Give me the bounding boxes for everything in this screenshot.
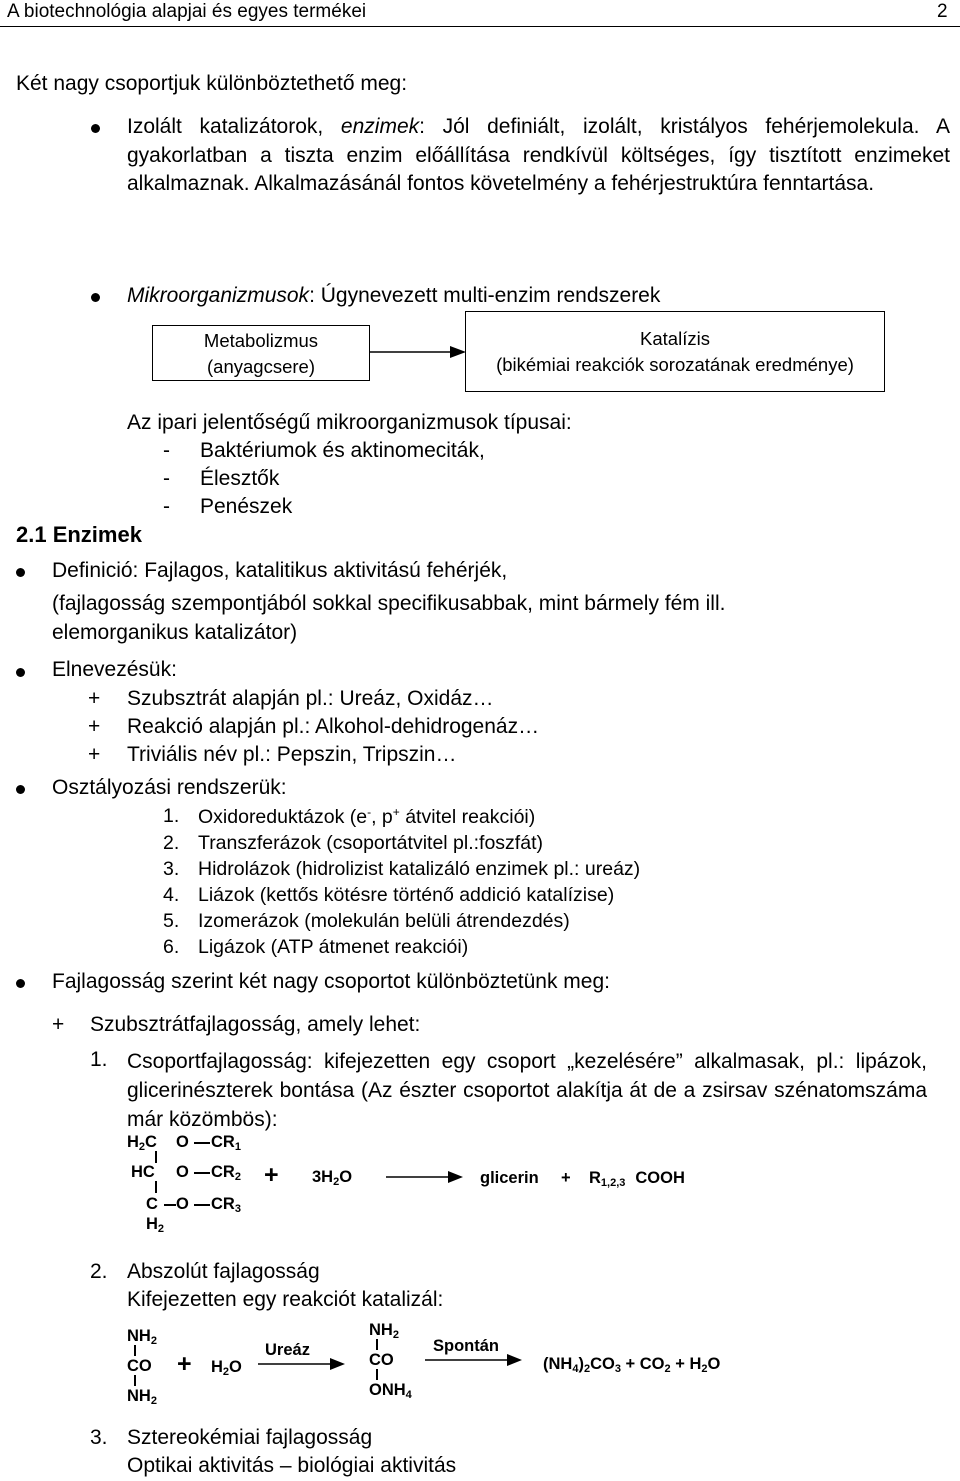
class-item: Transzferázok (csoportátvitel pl.:foszfát) bbox=[198, 832, 543, 854]
class-num: 3. bbox=[163, 858, 180, 880]
chem-o: O bbox=[176, 1163, 189, 1181]
chem-water: $3H_2O$ bbox=[312, 1168, 353, 1188]
term-mikroorganizmusok: Mikroorganizmusok bbox=[127, 284, 310, 307]
bond-line bbox=[155, 1181, 157, 1193]
chem-cr: $CR_2$ bbox=[211, 1163, 241, 1183]
chem-o: O bbox=[176, 1195, 189, 1213]
dash-marker: - bbox=[163, 495, 170, 518]
class-num: 4. bbox=[163, 884, 180, 906]
bullet-marker bbox=[16, 668, 25, 677]
chem-o: O bbox=[176, 1133, 189, 1151]
bond-line bbox=[194, 1142, 210, 1144]
class-num: 2. bbox=[163, 832, 180, 854]
specificity-heading: Fajlagosság szerint két nagy csoportot különböztetünk meg: bbox=[52, 970, 610, 993]
definition-line: elemorganikus katalizátor) bbox=[52, 621, 298, 644]
class-item: Hidrolázok (hidrolizist katalizáló enzimek pl.: ureáz) bbox=[198, 858, 641, 880]
group-num: 1. bbox=[90, 1048, 108, 1071]
chem-carbamate: $ONH_4$ bbox=[369, 1381, 412, 1401]
page-number: 2 bbox=[937, 1, 948, 22]
stereo-num: 3. bbox=[90, 1426, 108, 1449]
chem-acid: $R_{1,2,3}$ COOH bbox=[589, 1169, 685, 1189]
naming-item: Triviális név pl.: Pepszin, Tripszin… bbox=[127, 743, 457, 766]
bond-line bbox=[376, 1339, 378, 1350]
class-num: 1. bbox=[163, 805, 180, 827]
enzyme-label: Ureáz bbox=[265, 1341, 310, 1359]
plus-marker: + bbox=[88, 715, 101, 738]
chem-row: $H_2$ bbox=[146, 1215, 165, 1235]
bond-line bbox=[376, 1369, 378, 1380]
definition-line: Definició: Fajlagos, katalitikus aktivitású fehérjék, bbox=[52, 559, 508, 582]
arrow-icon bbox=[425, 1353, 523, 1367]
chem-glicerin: glicerin bbox=[480, 1169, 539, 1187]
absolute-title: Abszolút fajlagosság bbox=[127, 1260, 320, 1283]
chem-carbamate: CO bbox=[369, 1351, 394, 1369]
bond-line bbox=[134, 1375, 136, 1386]
bond-line bbox=[155, 1151, 157, 1163]
stereo-text: Optikai aktivitás – biológiai aktivitás bbox=[127, 1454, 457, 1477]
chem-row: $H_2C$ bbox=[127, 1133, 157, 1153]
class-item: Oxidoreduktázok (e-, p+ átvitel reakciói) bbox=[198, 805, 536, 828]
plus-sign: + bbox=[264, 1161, 279, 1189]
types-item: Baktériumok és aktinomeciták, bbox=[200, 439, 485, 462]
stereo-title: Sztereokémiai fajlagosság bbox=[127, 1426, 373, 1449]
chem-carbamate: $NH_2$ bbox=[369, 1321, 399, 1341]
bullet-mikroorganizmusok: Mikroorganizmusok: Úgynevezett multi-enzim rendszerek bbox=[127, 284, 661, 307]
naming-item: Szubsztrát alapján pl.: Ureáz, Oxidáz… bbox=[127, 687, 494, 710]
absolute-text: Kifejezetten egy reakciót katalizál: bbox=[127, 1288, 444, 1311]
bond-line bbox=[164, 1204, 176, 1206]
plus-marker: + bbox=[52, 1013, 65, 1036]
chem-water: $H_2O$ bbox=[211, 1358, 242, 1378]
bond-line bbox=[194, 1204, 210, 1206]
bond-line bbox=[194, 1172, 210, 1174]
plus-marker: + bbox=[88, 743, 101, 766]
chem-cr: $CR_1$ bbox=[211, 1133, 241, 1153]
class-item: Izomerázok (molekulán belüli átrendezdés) bbox=[198, 910, 570, 932]
definition-line: (fajlagosság szempontjából sokkal specifikusabbak, mint bármely fém ill. bbox=[52, 592, 726, 615]
chem-urea: $NH_2$ bbox=[127, 1327, 157, 1347]
spontaneous-label: Spontán bbox=[433, 1337, 499, 1355]
bullet-marker bbox=[16, 979, 25, 988]
class-num: 5. bbox=[163, 910, 180, 932]
bullet-marker bbox=[91, 293, 100, 302]
naming-heading: Elnevezésük: bbox=[52, 658, 177, 681]
chem-row: C bbox=[146, 1195, 158, 1213]
plus-sign: + bbox=[177, 1350, 192, 1378]
bullet-marker bbox=[16, 568, 25, 577]
section-title: 2.1 Enzimek bbox=[16, 522, 142, 547]
chem-products: $(NH_4)_2CO_3 + CO_2 + H_2O$ bbox=[543, 1355, 721, 1375]
chem-row: HC bbox=[131, 1163, 155, 1181]
bullet-enzimek-text: Izolált katalizátorok, enzimek: Jól definiált, izolált, kristályos fehérjemolekula. A gyakorlatban a tiszta enzim előállítása rendkívül költséges, így tisztított enzimeket alkalmaznak. Alkalmazásánál fontos követelmény a fehérjestruktúra fenntartása. bbox=[127, 115, 950, 195]
box-katalizis: Katalízis (bikémiai reakciók sorozatának eredménye) bbox=[465, 311, 885, 392]
plus-marker: + bbox=[88, 687, 101, 710]
specificity-subheading: Szubsztrátfajlagosság, amely lehet: bbox=[90, 1013, 421, 1036]
arrow-icon bbox=[370, 345, 467, 359]
chem-cr: $CR_3$ bbox=[211, 1195, 241, 1215]
bullet-marker bbox=[91, 124, 100, 133]
class-item: Ligázok (ATP átmenet reakciói) bbox=[198, 936, 469, 958]
bullet-marker bbox=[16, 785, 25, 794]
types-item: Penészek bbox=[200, 495, 293, 518]
term-enzimek: enzimek bbox=[340, 115, 420, 138]
types-item: Élesztők bbox=[200, 467, 280, 490]
bond-line bbox=[134, 1345, 136, 1356]
bullet-enzimek-detail: A gyakorlatban a tiszta enzim előállítása rendkívül költséges, így tisztított enzimeket alkalmaznak. Alkalmazásánál fontos követelmény a fehérjestruktúra fenntartása. bbox=[127, 115, 950, 195]
box-metabolizmus: Metabolizmus (anyagcsere) bbox=[152, 325, 370, 381]
class-num: 6. bbox=[163, 936, 180, 958]
naming-item: Reakció alapján pl.: Alkohol-dehidrogenáz… bbox=[127, 715, 540, 738]
dash-marker: - bbox=[163, 467, 170, 490]
header-title: A biotechnológia alapjai és egyes termékei bbox=[7, 1, 367, 22]
chem-urea: $NH_2$ bbox=[127, 1387, 157, 1407]
classification-heading: Osztályozási rendszerük: bbox=[52, 776, 287, 799]
types-heading: Az ipari jelentőségű mikroorganizmusok típusai: bbox=[127, 411, 572, 434]
arrow-icon bbox=[386, 1170, 464, 1184]
chem-urea: CO bbox=[127, 1357, 152, 1375]
group-text: Csoportfajlagosság: kifejezetten egy csoport „kezelésére” alkalmasak, pl.: lipázok, glicerinészterek bontása (Az észter csoportot alakítja át de a zsirsav szénatomszáma már közömbös): bbox=[127, 1050, 927, 1131]
arrow-icon bbox=[258, 1357, 346, 1371]
intro-text: Két nagy csoportjuk különböztethető meg: bbox=[16, 72, 408, 95]
chem-plus: + bbox=[561, 1169, 571, 1187]
dash-marker: - bbox=[163, 439, 170, 462]
absolute-num: 2. bbox=[90, 1260, 108, 1283]
class-item: Liázok (kettős kötésre történő addició katalízise) bbox=[198, 884, 615, 906]
